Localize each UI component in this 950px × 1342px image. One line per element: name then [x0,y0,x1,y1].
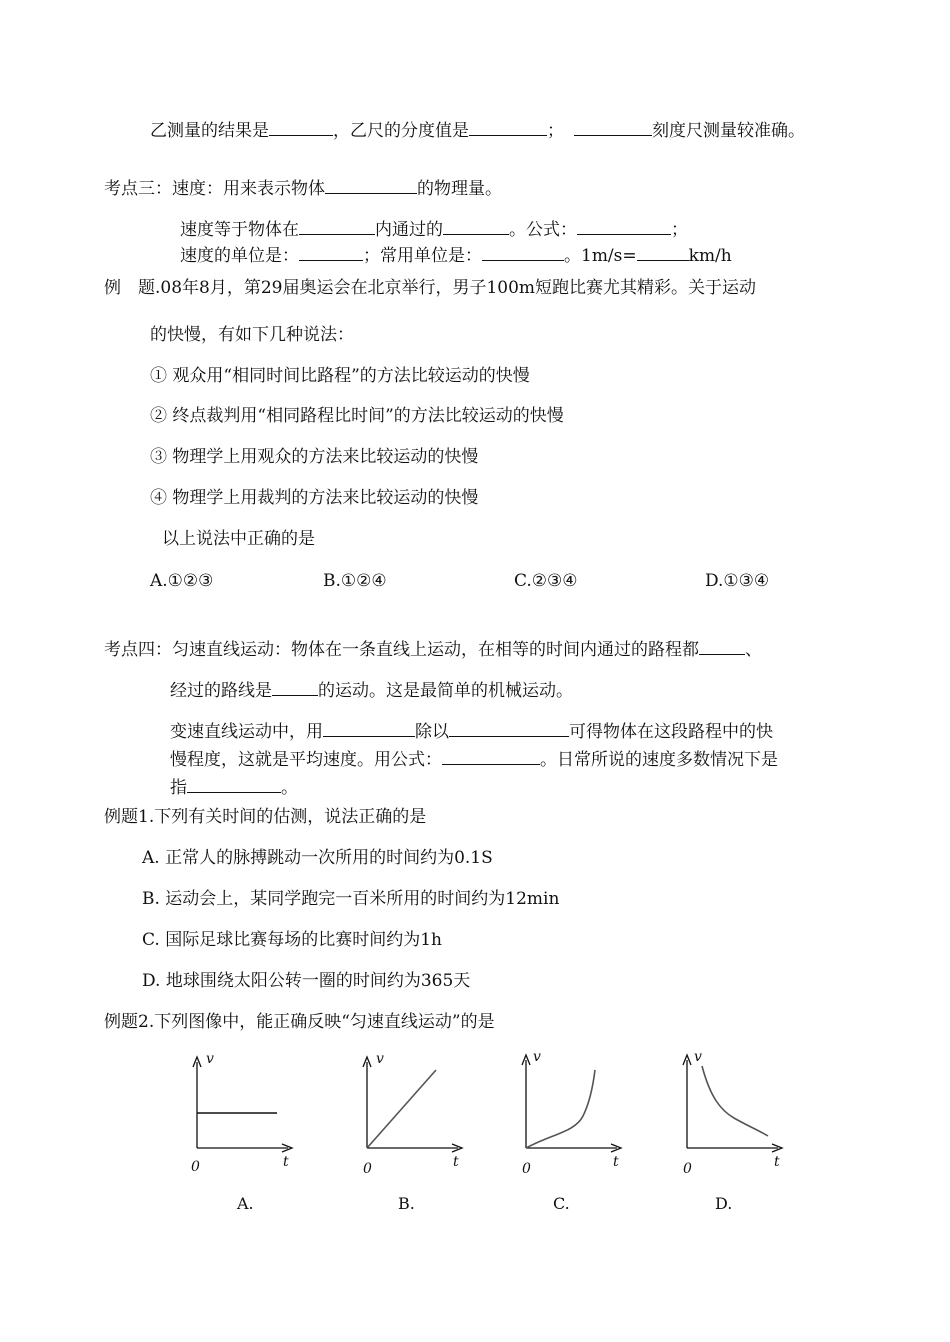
graph-a [178,1048,308,1180]
example-1-option-d: D. 地球围绕太阳公转一圈的时间约为365天 [142,971,471,991]
statement-2: ② 终点裁判用“相同路程比时间”的方法比较运动的快慢 [150,406,564,426]
graph-d-caption: D. [715,1194,733,1213]
example-1-option-a: A. 正常人的脉搏跳动一次所用的时间约为0.1S [142,848,493,868]
axis-t-label: t [453,1154,459,1170]
graph-d-curve [702,1066,768,1136]
graph-d [668,1046,798,1178]
blank [299,219,375,235]
origin-label: 0 [363,1161,372,1177]
statement-4: ④ 物理学上用裁判的方法来比较运动的快慢 [150,488,479,508]
uniform-motion-path: 经过的路线是 的运动。这是最简单的机械运动。 [170,681,573,701]
example-1-option-c: C. 国际足球比赛每场的比赛时间约为1h [142,930,442,950]
blank [187,777,281,793]
axis-v-label: v [533,1049,541,1065]
graph-b-caption: B. [398,1194,415,1213]
example-intro: 例 题.08年8月，第29届奥运会在北京举行，男子100m短跑比赛尤其精彩。关于运动 [104,278,757,298]
axis-v-label: v [206,1051,214,1067]
statement-3: ③ 物理学上用观众的方法来比较运动的快慢 [150,447,479,467]
example-1-title: 例题1.下列有关时间的估测，说法正确的是 [104,807,427,827]
section-4-title: 考点四：匀速直线运动：物体在一条直线上运动，在相等的时间内通过的路程都 、 [104,640,762,660]
blank [325,178,417,194]
blank [699,639,745,655]
axis-v-label: v [694,1049,702,1065]
graph-b-curve [367,1070,436,1148]
blank [272,680,318,696]
variable-motion: 变速直线运动中，用 除以 可得物体在这段路程中的快 [170,722,773,742]
average-speed-end: 指 。 [170,778,298,798]
blank [482,245,564,261]
axis-t-label: t [774,1154,780,1170]
statement-1: ① 观众用“相同时间比路程”的方法比较运动的快慢 [150,366,530,386]
graph-c-caption: C. [553,1194,570,1213]
option-c: C.②③④ [514,571,578,591]
axis-t-label: t [613,1154,619,1170]
blank [269,120,333,136]
blank [469,120,547,136]
origin-label: 0 [191,1159,200,1175]
graph-c-curve [526,1070,595,1148]
speed-definition: 速度等于物体在 内通过的 。公式： ； [180,220,688,240]
blank [577,219,671,235]
graph-a-caption: A. [237,1194,254,1213]
axis-v-label: v [376,1051,384,1067]
origin-label: 0 [522,1161,531,1177]
example-2-title: 例题2.下列图像中，能正确反映“匀速直线运动”的是 [104,1012,495,1032]
axis-t-label: t [283,1154,289,1170]
graph-b [348,1048,478,1180]
question-text: 以上说法中正确的是 [162,529,315,549]
option-b: B.①②④ [323,571,387,591]
blank [637,245,689,261]
option-d: D.①③④ [705,571,770,591]
line-measure-result: 乙测量的结果是 ，乙尺的分度值是 ； 刻度尺测量较准确。 [150,121,805,141]
example-intro-cont: 的快慢，有如下几种说法： [150,325,354,345]
blank [443,219,509,235]
blank [442,749,540,765]
example-1-option-b: B. 运动会上，某同学跑完一百米所用的时间约为12min [142,889,560,909]
graph-c [507,1046,637,1178]
option-a: A.①②③ [150,571,214,591]
speed-units: 速度的单位是： ；常用单位是： 。1m/s= km/h [180,246,732,266]
blank [574,120,652,136]
origin-label: 0 [683,1161,692,1177]
section-3-title: 考点三：速度：用来表示物体 的物理量。 [104,179,502,199]
blank [323,721,415,737]
blank [299,245,363,261]
average-speed: 慢程度，这就是平均速度。用公式： 。日常所说的速度多数情况下是 [170,750,778,770]
blank [449,721,569,737]
